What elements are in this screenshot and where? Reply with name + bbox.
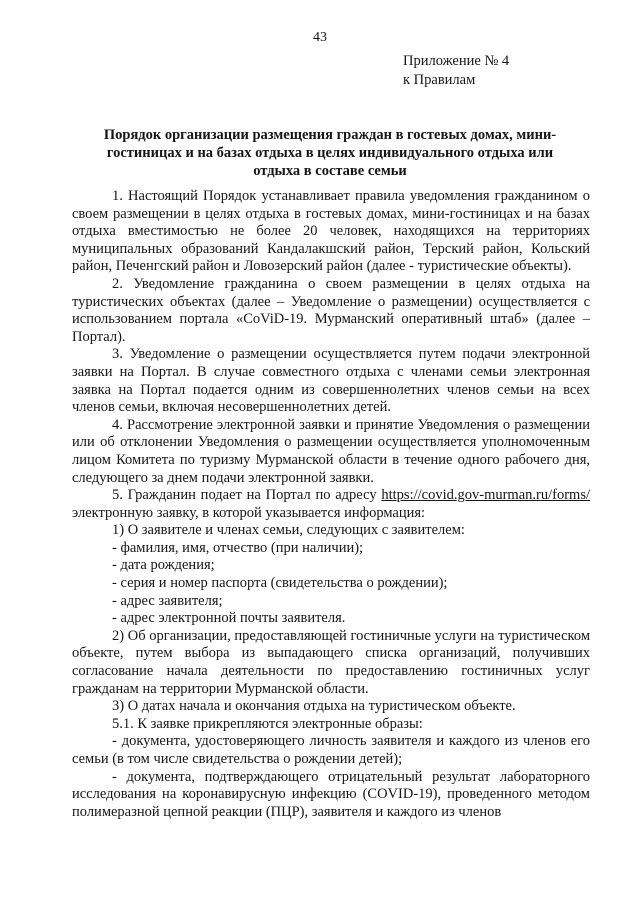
appendix-line-2: к Правилам (403, 72, 476, 88)
title-line-3: отдыха в составе семьи (253, 163, 407, 179)
title-line-1: Порядок организации размещения граждан в гостевых домах, мини- (103, 127, 557, 143)
item-5-3: 3) О датах начала и окончания отдыха на туристическом объекте. (112, 698, 516, 715)
item-5-1-e: - адрес электронной почты заявителя. (112, 610, 346, 627)
paragraph-1: 1. Настоящий Порядок устанавливает правила уведомления гражданином о своем размещении в целях отдыха в гостевых домах, мини-гостиницах и на базах отдыха вместимостью не более 20 человек, находящихся на территориях муниципальных образований Кандалакшский район, Терский район, Кольский район, Печенгский район и Ловозерский район (далее - туристические объекты). (72, 188, 590, 275)
document-title (70, 126, 590, 180)
appendix-line-1: Приложение № 4 (403, 53, 510, 69)
item-5-1-b: - дата рождения; (112, 557, 215, 574)
item-5-1-d: - адрес заявителя; (112, 592, 223, 609)
paragraph-2: 2. Уведомление гражданина о своем размещении в целях отдыха на туристических объектах (далее – Уведомление о размещении) осуществляется с использованием портала «CoViD-19. Мурманский оперативный штаб» (далее – Портал). (72, 275, 590, 345)
item-5-1-1-b: - документа, подтверждающего отрицательный результат лабораторного исследования на коронавирусную инфекцию (COVID-19), проведенного методом полимеразной цепной реакции (ПЦР), заявителя и каждого из членов (72, 768, 590, 820)
item-5-1-1-a: - документа, удостоверяющего личность заявителя и каждого из членов его семьи (в том числе свидетельства о рождении детей); (72, 733, 590, 767)
paragraph-5-start: 5. Гражданин подает на Портал по адресу (112, 487, 382, 504)
paragraph-5 (72, 487, 590, 522)
paragraph-5-end: электронную заявку, в которой указывается информация: (72, 504, 426, 521)
paragraph-4: 4. Рассмотрение электронной заявки и принятие Уведомления о размещении или об отклонении Уведомления о размещении осуществляется уполномоченным лицом Комитета по туризму Мурманской области в течение одного рабочего дня, следующего за днем подачи электронной заявки. (72, 416, 590, 486)
portal-link[interactable]: https://covid.gov-murman.ru/forms/ (381, 487, 590, 504)
item-5-1-c: - серия и номер паспорта (свидетельства о рождении); (112, 575, 448, 592)
page-number: 43 (313, 30, 327, 45)
appendix-note (403, 52, 509, 90)
title-line-2: гостиницах и на базах отдыха в целях индивидуального отдыха или (106, 145, 554, 161)
document-body (72, 188, 590, 821)
item-5-1: 1) О заявителе и членах семьи, следующих с заявителем: (112, 522, 465, 539)
item-5-2: 2) Об организации, предоставляющей гостиничные услуги на туристическом объекте, путем выбора из выпадающего списка организаций, получивших согласование начала деятельности по предоставлению гостиничных услуг гражданам на территории Мурманской области. (72, 627, 590, 697)
paragraph-3: 3. Уведомление о размещении осуществляется путем подачи электронной заявки на Портал. В случае совместного отдыха с членами семьи электронная заявка на Портал подается одним из совершеннолетних членов семьи на всех членов семьи, включая несовершеннолетних детей. (72, 346, 590, 416)
item-5-1-a: - фамилия, имя, отчество (при наличии); (112, 539, 364, 556)
item-5-1-1: 5.1. К заявке прикрепляются электронные образы: (112, 715, 423, 732)
